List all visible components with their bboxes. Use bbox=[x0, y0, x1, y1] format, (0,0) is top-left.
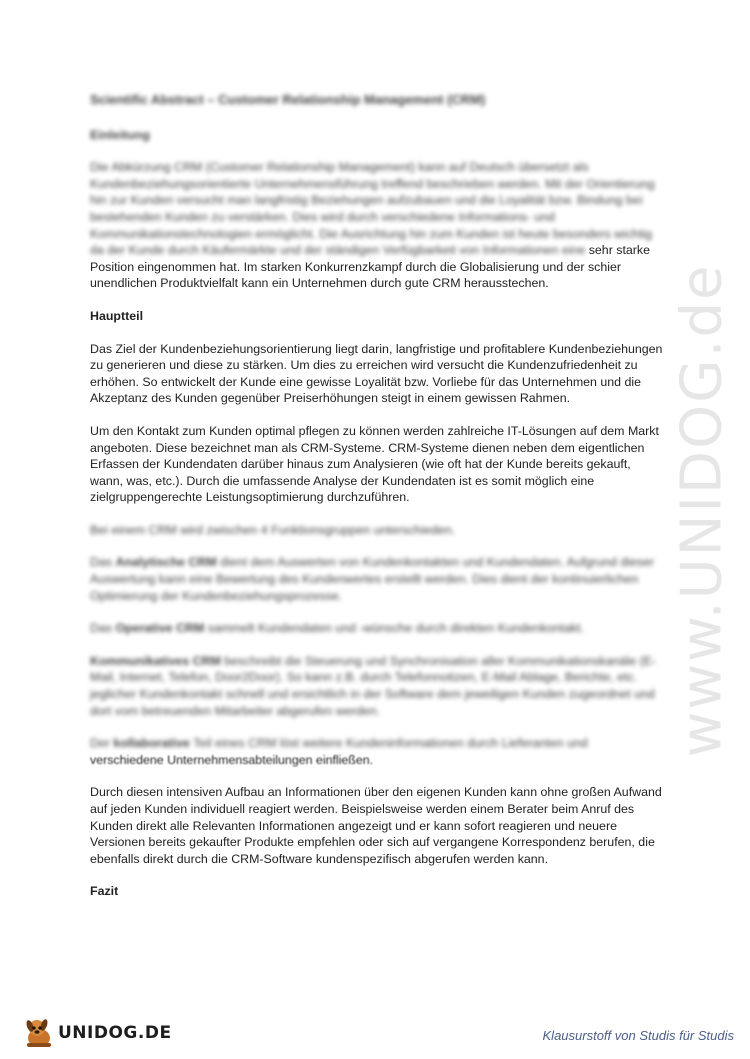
hauptteil-paragraph-1: Das Ziel der Kundenbeziehungsorientierung liegt darin, langfristige und profitablere Kundenbeziehungen zu generieren und diese zu stärken. Um dies zu erreichen wird versucht die Kundenzufriedenheit zu erhöhen. So entwickelt der Kunde eine gewisse Loyalität bzw. Vorliebe für das Unternehmen und die Akzeptanz des Kunden gegenüber Preiserhöhungen steigt in einem gewissen Rahmen. bbox=[90, 341, 663, 406]
logo-text: UNIDOG.DE bbox=[58, 1023, 172, 1043]
document-body bbox=[90, 92, 665, 916]
kollab-blurred-line bbox=[90, 735, 665, 752]
heading-fazit: Fazit bbox=[90, 884, 119, 899]
unidog-logo bbox=[22, 1016, 172, 1050]
analytisch-bold: Analytische CRM bbox=[115, 555, 217, 570]
operativ-pre: Das bbox=[90, 621, 116, 636]
heading-einleitung: Einleitung bbox=[90, 127, 150, 142]
komm-bold: Kommunikatives CRM bbox=[90, 653, 221, 668]
hauptteil-paragraph-2: Um den Kontakt zum Kunden optimal pflegen zu können werden zahlreiche IT-Lösungen auf dem Markt angeboten. Diese bezeichnet man als CRM-Systeme. CRM-Systeme dienen neben dem eigentlichen Erfassen der Kundendaten darüber hinaus zum Analysieren (wie oft hat der Kunde bereits gekauft, wann, was, etc.). Durch die umfassende Analyse der Kundendaten ist es somit möglich eine zielgruppengerechte Leistungsoptimierung durchzuführen. bbox=[90, 423, 659, 505]
kollab-post: Teil eines CRM löst weitere Kundeninformationen durch Lieferanten und bbox=[189, 736, 588, 751]
footer-tagline: Klausurstoff von Studis für Studis bbox=[542, 1028, 734, 1043]
crm-intro-blurred: Bei einem CRM wird zwischen 4 Funktionsgruppen unterschieden. bbox=[90, 522, 456, 537]
hauptteil-closing-paragraph: Durch diesen intensiven Aufbau an Informationen über den eigenen Kunden kann ohne großen Aufwand auf jeden Kunden individuell reagiert werden. Beispielsweise werden einem Berater beim Anruf des Kunden direkt alle Relevanten Informationen angezeigt und er kann sofort reagieren und neuere Versionen bereits gekaufter Produkte empfehlen oder sich auf vergangene Korrespondenz berufen, die ebenfalls direkt durch die CRM-Software kundenspezifisch abgerufen werden kann. bbox=[90, 785, 662, 866]
analytisch-pre: Das bbox=[90, 555, 116, 570]
watermark-text: www.UNIDOG.de bbox=[669, 263, 735, 757]
komm-post: beschreibt die Steuerung und Synchronisation aller Kommunikationskanäle (E-Mail, Internet, Telefon, Door2Door). So kann z.B. durch Telefonnotizen, E-Mail Ablage, Berichte, etc. jeglicher Kundenkontakt schnell und ersichtlich in der Software dem jeweiligen Kunden zugeordnet und dort vom betreuenden Mitarbeiter abgerufen werden. bbox=[90, 653, 657, 718]
kommunikativ-crm-paragraph bbox=[90, 653, 665, 719]
kollab-partial-line: verschiedene Unternehmensabteilungen einfließen. bbox=[90, 752, 374, 767]
analytisch-crm-paragraph bbox=[90, 554, 665, 604]
operativ-bold: Operative CRM bbox=[115, 621, 205, 636]
kollaborativ-crm-paragraph bbox=[90, 735, 665, 768]
document-title: Scientific Abstract – Customer Relationship Management (CRM) bbox=[90, 92, 486, 107]
einleitung-blurred-text: Die Abkürzung CRM (Customer Relationship Management) kann auf Deutsch übersetzt als Kundenbeziehungsorientierte Unternehmensführung treffend beschrieben werden. Mit der Orientierung hin zur Kunden versucht man langfristig Beziehungen aufzubauen und die Loyalität bzw. Bindung bei bestehenden Kunden zu verstärken. Dies wird durch verschiedene Informations- und Kommunikationstechnologien ermöglicht. Die Ausrichtung hin zum Kunden ist heute besonders wichtig da der Kunde durch Käufermärkte und der ständigen Verfügbarkeit von Informationen eine bbox=[90, 160, 655, 258]
operativ-crm-paragraph bbox=[90, 620, 665, 637]
operativ-post: sammelt Kundendaten und -wünsche durch direkten Kundenkontakt. bbox=[204, 621, 584, 636]
dog-mascot-icon bbox=[22, 1016, 56, 1050]
heading-hauptteil: Hauptteil bbox=[90, 308, 144, 323]
kollab-bold: kollaborative bbox=[113, 736, 190, 751]
analytisch-post: dient dem Auswerten von Kundenkontakten und Kundendaten. Aufgrund dieser Auswertung kann eine Bewertung des Kundenwertes erstellt werden. Dies dient der kontinuierlichen Optimierung der Kundenbeziehungsprozesse. bbox=[90, 555, 655, 603]
einleitung-visible-text: sehr starke Position eingenommen hat. Im starken Konkurrenzkampf durch die Globalisierung und der schier unendlichen Produktvielfalt kann ein Unternehmen durch gute CRM herausstechen. bbox=[90, 243, 651, 291]
kollab-pre: Der bbox=[90, 736, 114, 751]
watermark bbox=[669, 260, 735, 760]
